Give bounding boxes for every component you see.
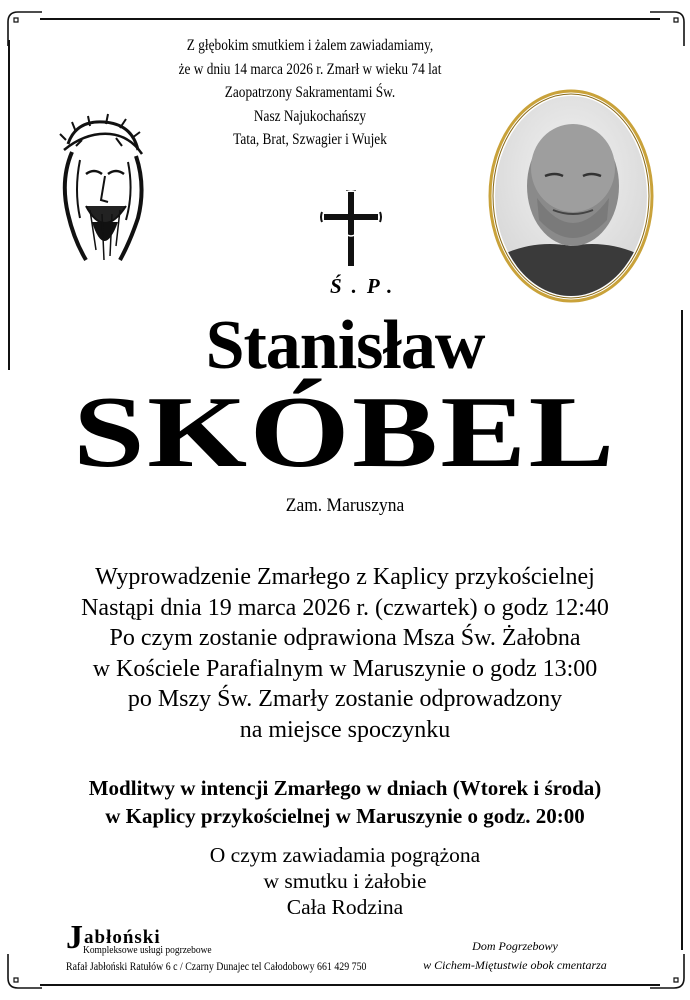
ceremony-details — [20, 562, 670, 745]
prayer-line-2: w Kaplicy przykościelnej w Maruszynie o godz. 20:00 — [105, 804, 585, 828]
intro-line-2: że w dniu 14 marca 2026 r. Zmarł w wieku 74 lat — [178, 60, 442, 78]
ceremony-line-2: Nastąpi dnia 19 marca 2026 r. (czwartek) o godz 12:40 — [81, 594, 609, 621]
intro-line-4: Nasz Najukochańszy — [253, 107, 367, 125]
corner-ornament-top-left-icon — [4, 8, 44, 48]
ceremony-line-3: Po czym zostanie odprawiona Msza Św. Żałobna — [109, 625, 581, 651]
family-line-1: O czym zawiadamia pogrążona — [209, 843, 481, 867]
company-address: Rafał Jabłoński Ratułów 6 c / Czarny Dunajec tel Całodobowy 661 429 750 — [66, 961, 367, 973]
funeral-home-line-2: w Cichem-Miętustwie obok cmentarza — [423, 958, 607, 972]
intro-line-1: Z głębokim smutkiem i żalem zawiadamiamy, — [186, 37, 434, 54]
ceremony-line-1: Wyprowadzenie Zmarłego z Kaplicy przykościelnej — [95, 564, 595, 590]
deceased-first-name: Stanisław — [205, 307, 485, 384]
intro-line-3: Zaopatrzony Sakramentami Św. — [224, 84, 396, 101]
funeral-home-note — [410, 937, 620, 975]
ceremony-line-4: w Kościele Parafialnym w Maruszynie o godz 13:00 — [92, 655, 598, 682]
ceremony-line-5: po Mszy Św. Zmarły zostanie odprowadzony — [127, 686, 563, 712]
deceased-surname: SKÓBEL — [73, 376, 617, 489]
corner-ornament-bottom-left-icon — [4, 952, 44, 992]
sp-abbreviation: Ś.P. — [330, 274, 403, 298]
corner-ornament-bottom-right-icon — [648, 952, 688, 992]
frame-bottom-line — [40, 984, 660, 986]
company-brand-initial: J — [66, 919, 84, 956]
company-subtitle: Kompleksowe usługi pogrzebowe — [83, 945, 212, 956]
deceased-residence: Zam. Maruszyna — [285, 495, 405, 516]
funeral-home-line-1: Dom Pogrzebowy — [472, 939, 558, 953]
corner-ornament-top-right-icon — [648, 8, 688, 48]
intro-announcement — [164, 34, 456, 152]
family-line-3: Cała Rodzina — [286, 895, 404, 919]
intro-line-5: Tata, Brat, Szwagier i Wujek — [233, 131, 387, 148]
ceremony-line-6: na miejsce spoczynku — [239, 716, 451, 743]
portrait-photo — [487, 88, 655, 304]
family-line-2: w smutku i żałobie — [263, 869, 427, 893]
funeral-company-logo — [66, 919, 396, 973]
cross-icon — [320, 190, 382, 268]
prayer-line-1: Modlitwy w intencji Zmarłego w dniach (Wtorek i środa) — [88, 776, 602, 800]
jesus-crown-of-thorns-icon — [46, 110, 156, 270]
company-brand-rest: abłoński — [84, 927, 161, 948]
frame-top-line — [40, 18, 660, 20]
prayer-schedule — [20, 774, 670, 830]
family-signature — [0, 842, 690, 920]
